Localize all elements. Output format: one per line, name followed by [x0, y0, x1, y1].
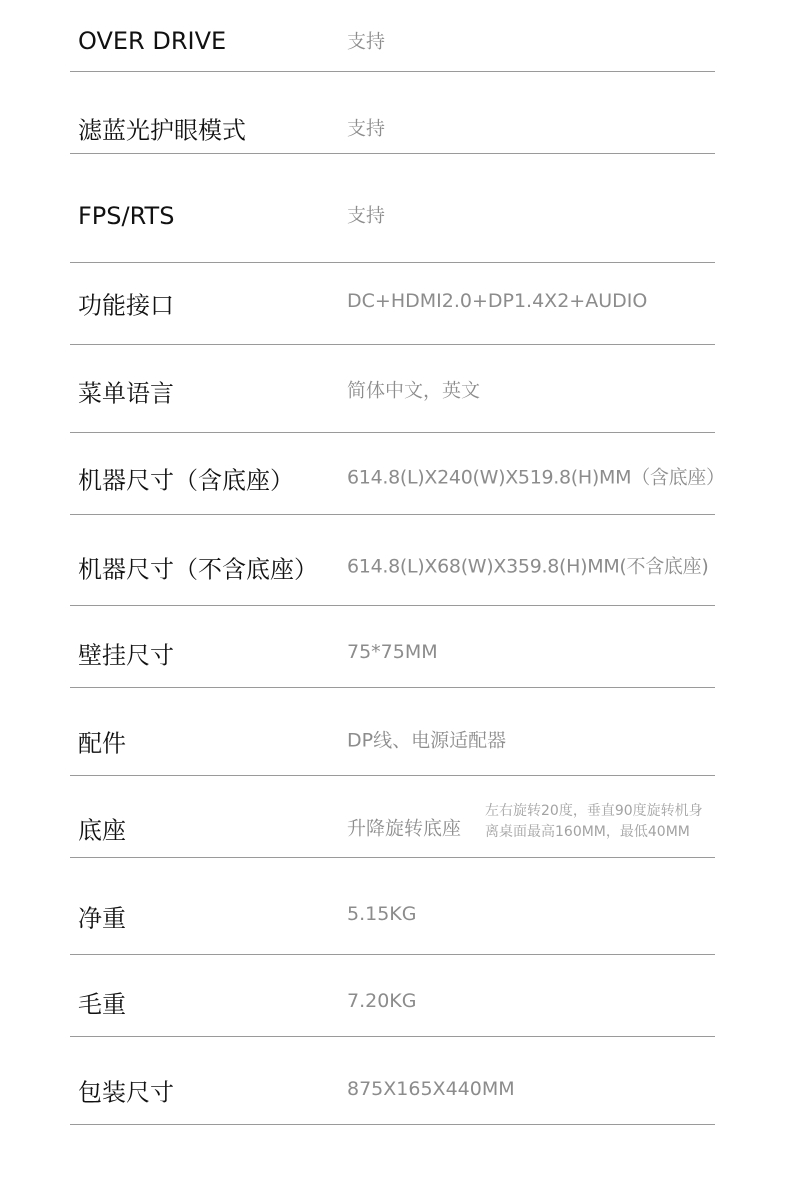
spec-label: 配件: [78, 729, 126, 758]
spec-row-menu-language: [70, 345, 715, 433]
spec-label: 机器尺寸（不含底座）: [78, 555, 318, 584]
spec-note-line: 离桌面最高160MM，最低40MM: [485, 824, 690, 840]
spec-row-size-without-stand: [70, 515, 715, 606]
spec-label: 包装尺寸: [78, 1078, 174, 1107]
spec-label: 底座: [78, 816, 126, 845]
spec-label: FPS/RTS: [78, 202, 175, 230]
spec-label: OVER DRIVE: [78, 27, 227, 55]
spec-value: 875X165X440MM: [347, 1078, 515, 1100]
spec-note: [485, 801, 703, 843]
spec-value: 5.15KG: [347, 903, 417, 925]
spec-row-blue-light: [70, 72, 715, 154]
spec-label: 滤蓝光护眼模式: [78, 116, 246, 145]
spec-row-accessories: [70, 688, 715, 776]
spec-value: 支持: [347, 204, 386, 227]
spec-row-package-size: [70, 1037, 715, 1125]
spec-label: 壁挂尺寸: [78, 641, 174, 670]
spec-label: 机器尺寸（含底座）: [78, 466, 294, 495]
spec-row-interfaces: [70, 263, 715, 345]
spec-value: 简体中文，英文: [347, 379, 481, 402]
spec-value: DC+HDMI2.0+DP1.4X2+AUDIO: [347, 290, 648, 312]
spec-row-fps-rts: [70, 154, 715, 263]
spec-value: DP线、电源适配器: [347, 729, 507, 752]
spec-value: 614.8(L)X240(W)X519.8(H)MM（含底座）: [347, 466, 725, 489]
spec-label: 毛重: [78, 990, 126, 1019]
spec-row-over-drive: [70, 0, 715, 72]
spec-row-gross-weight: [70, 955, 715, 1037]
spec-value: 支持: [347, 30, 386, 53]
spec-value: 75*75MM: [347, 641, 438, 663]
spec-note-line: 左右旋转20度，垂直90度旋转机身: [485, 803, 703, 819]
spec-row-size-with-stand: [70, 433, 725, 515]
spec-row-stand: [70, 776, 715, 858]
spec-value: 614.8(L)X68(W)X359.8(H)MM(不含底座): [347, 555, 709, 578]
spec-value: 7.20KG: [347, 990, 417, 1012]
spec-value: 支持: [347, 117, 386, 140]
spec-row-wall-mount: [70, 606, 715, 688]
spec-label: 功能接口: [78, 291, 174, 320]
spec-value: 升降旋转底座: [347, 817, 462, 840]
spec-label: 菜单语言: [78, 379, 174, 408]
spec-label: 净重: [78, 904, 126, 933]
spec-row-net-weight: [70, 858, 715, 955]
